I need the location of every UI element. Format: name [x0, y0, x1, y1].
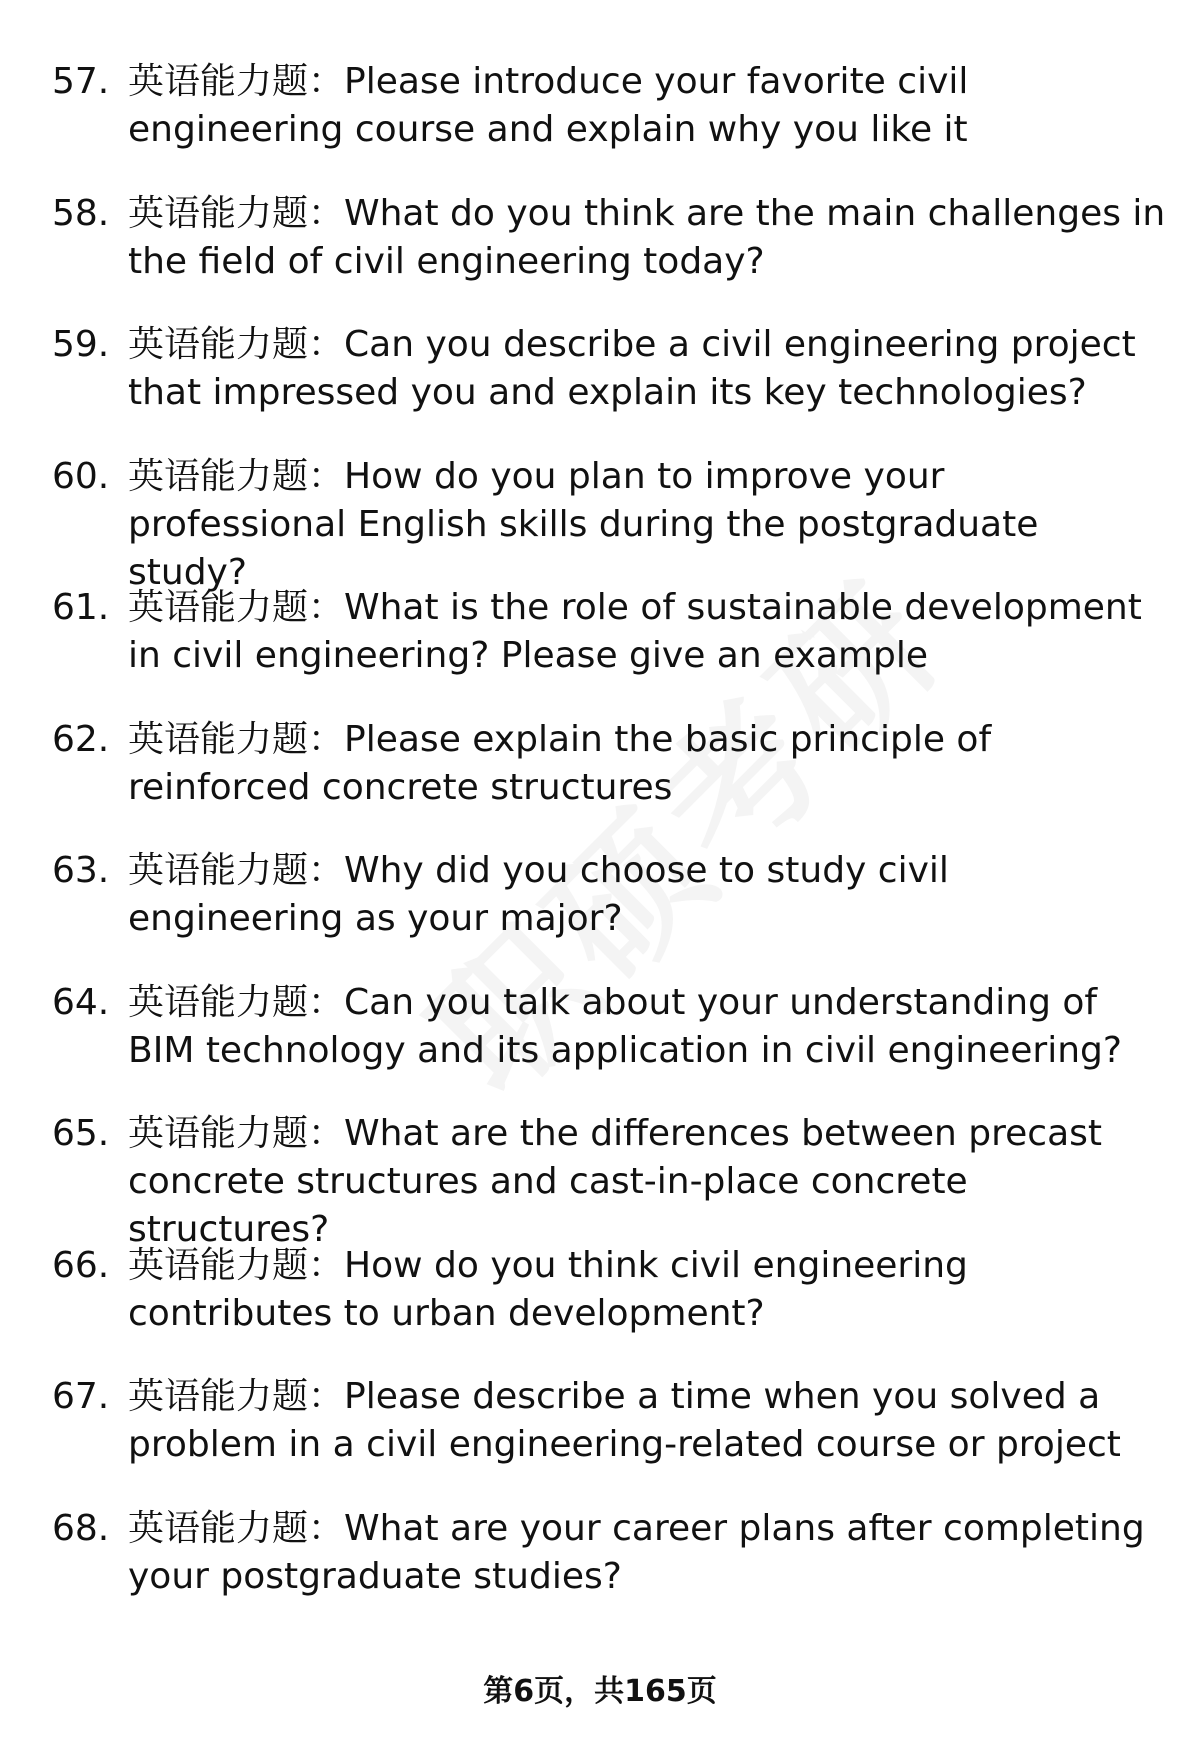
question-text: What are the differences between precast concrete structures and cast-in-place concrete structures?	[128, 1113, 1103, 1250]
question-item	[0, 584, 1200, 716]
question-number: 61.	[52, 587, 110, 628]
question-text: Can you talk about your understanding of BIM technology and its application in civil engineering?	[128, 981, 1122, 1071]
question-item	[0, 321, 1200, 453]
question-text: How do you plan to improve your professional English skills during the postgraduate study?	[128, 455, 1039, 593]
question-body	[128, 1373, 1168, 1469]
question-tag: 英语能力题：	[128, 192, 345, 234]
question-number: 68.	[52, 1507, 110, 1549]
question-text: Can you describe a civil engineering project that impressed you and explain its key technologies?	[128, 324, 1136, 413]
question-item	[0, 1110, 1200, 1250]
question-tag: 英语能力题：	[128, 324, 345, 365]
question-number: 66.	[52, 1244, 110, 1286]
question-item	[0, 847, 1200, 979]
question-number: 64.	[52, 981, 110, 1023]
question-item	[0, 1242, 1200, 1374]
question-tag: 英语能力题：	[128, 718, 345, 760]
question-item	[0, 1505, 1200, 1637]
question-body	[128, 1110, 1168, 1254]
question-text: Please explain the basic principle of reinforced concrete structures	[128, 718, 992, 808]
question-number: 57.	[52, 61, 110, 102]
question-item	[0, 1373, 1200, 1505]
question-body	[128, 453, 1168, 597]
question-number: 58.	[52, 192, 110, 234]
question-tag: 英语能力题：	[128, 1113, 345, 1154]
question-item	[0, 190, 1200, 322]
question-body	[128, 58, 1168, 154]
question-body	[128, 979, 1168, 1075]
question-body	[128, 190, 1168, 286]
question-text: Please introduce your favorite civil engineering course and explain why you like it	[128, 61, 969, 150]
question-body	[128, 321, 1168, 417]
question-item	[0, 716, 1200, 848]
question-tag: 英语能力题：	[128, 455, 345, 497]
question-text: What is the role of sustainable development in civil engineering? Please give an example	[128, 587, 1142, 676]
question-number: 65.	[52, 1113, 110, 1154]
question-number: 62.	[52, 718, 110, 760]
question-tag: 英语能力题：	[128, 1376, 345, 1417]
question-number: 60.	[52, 455, 110, 497]
question-list	[0, 58, 1200, 1636]
question-text: Please describe a time when you solved a problem in a civil engineering-related course or project	[128, 1376, 1121, 1465]
question-number: 67.	[52, 1376, 110, 1417]
question-text: How do you think civil engineering contributes to urban development?	[128, 1244, 968, 1334]
question-tag: 英语能力题：	[128, 981, 345, 1023]
question-body	[128, 1505, 1168, 1601]
question-item	[0, 453, 1200, 593]
question-text: What are your career plans after completing your postgraduate studies?	[128, 1507, 1145, 1597]
question-item	[0, 58, 1200, 190]
question-body	[128, 847, 1168, 943]
question-tag: 英语能力题：	[128, 850, 345, 891]
question-item	[0, 979, 1200, 1111]
question-body	[128, 1242, 1168, 1338]
question-body	[128, 716, 1168, 812]
question-number: 63.	[52, 850, 110, 891]
question-tag: 英语能力题：	[128, 61, 345, 102]
question-number: 59.	[52, 324, 110, 365]
question-text: Why did you choose to study civil engineering as your major?	[128, 850, 949, 939]
question-tag: 英语能力题：	[128, 1507, 345, 1549]
question-tag: 英语能力题：	[128, 587, 345, 628]
question-text: What do you think are the main challenges in the field of civil engineering today?	[128, 192, 1166, 282]
page-footer: 第6页，共165页	[483, 1674, 717, 1709]
question-tag: 英语能力题：	[128, 1244, 345, 1286]
question-body	[128, 584, 1168, 680]
